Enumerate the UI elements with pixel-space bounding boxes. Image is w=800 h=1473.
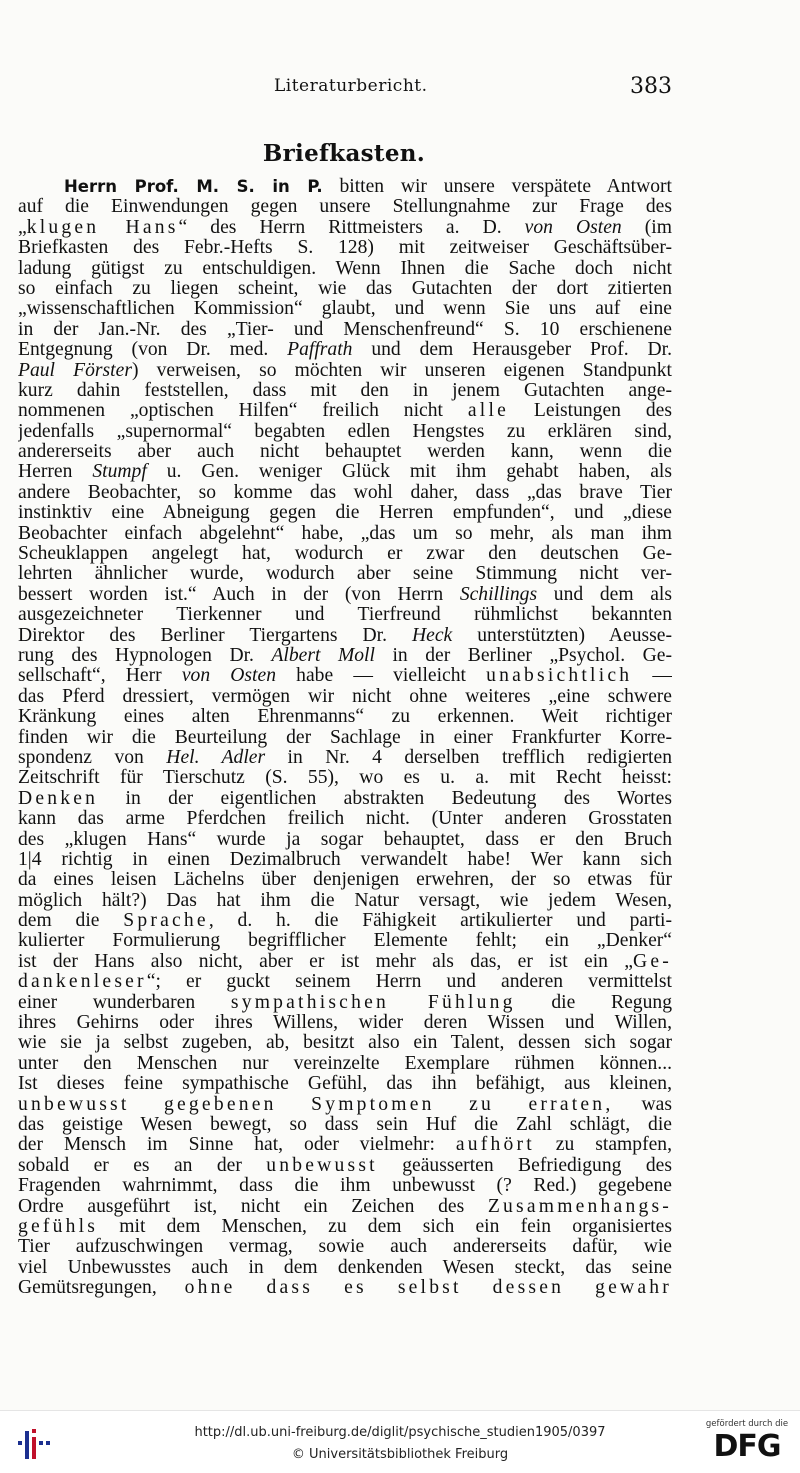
text-line: nommenen „optischen Hilfen“ freilich nicht alle Leistungen des [18, 401, 672, 422]
text-line: sellschaft“, Herr von Osten habe — vielleicht unabsichtlich — [18, 666, 672, 687]
text-line: bessert worden ist.“ Auch in der (von Herrn Schillings und dem als [18, 584, 672, 605]
viewer-footer [0, 1410, 800, 1473]
text-line: Fragenden wahrnimmt, dass die ihm unbewusst (? Red.) gegebene [18, 1176, 672, 1197]
page-number: 383 [630, 74, 672, 99]
text-line: unter den Menschen nur vereinzelte Exemplare rühmen können... [18, 1053, 672, 1074]
text-line: rung des Hypnologen Dr. Albert Moll in der Berliner „Psychol. Ge- [18, 645, 672, 666]
text-line: Denken in der eigentlichen abstrakten Bedeutung des Wortes [18, 788, 672, 809]
text-line: andererseits aber auch nicht behauptet werden kann, wenn die [18, 442, 672, 463]
copyright-notice: © Universitätsbibliothek Freiburg [291, 1447, 509, 1462]
text-line: lehrten ähnlicher wurde, wodurch aber seine Stimmung nicht ver- [18, 564, 672, 585]
text-line: auf die Einwendungen gegen unsere Stellungnahme zur Frage des [18, 197, 672, 218]
text-line: Scheuklappen angelegt hat, wodurch er zwar den deutschen Ge- [18, 544, 672, 565]
text-line: das Pferd dressiert, vermögen wir nicht ohne weiteres „eine schwere [18, 686, 672, 707]
dfg-funding-logo[interactable] [704, 1419, 790, 1469]
text-line: dem die Sprache, d. h. die Fähigkeit artikulierter und parti- [18, 911, 672, 932]
text-line: 1|4 richtig in einen Dezimalbruch verwandelt habe! Wer kann sich [18, 849, 672, 870]
text-line: das geistige Wesen bewegt, so dass sein Huf die Zahl schlägt, die [18, 1114, 672, 1135]
dfg-logo-text: DFG [713, 1429, 781, 1464]
text-line: möglich hält?) Das hat ihm die Natur versagt, wie jedem Wesen, [18, 890, 672, 911]
text-line: gefühls mit dem Menschen, zu dem sich ein fein organisiertes [18, 1216, 672, 1237]
text-line: Direktor des Berliner Tiergartens Dr. Heck unterstützten) Aeusse- [18, 625, 672, 646]
text-line: ist der Hans also nicht, aber er ist mehr als das, er ist ein „Ge- [18, 951, 672, 972]
text-line: instinktiv eine Abneigung gegen die Herren empfunden“, und „diese [18, 503, 672, 524]
text-line: wie sie ja selbst zugeben, ab, besitzt also ein Talent, dessen sich sogar [18, 1033, 672, 1054]
text-line: Entgegnung (von Dr. med. Paffrath und dem Herausgeber Prof. Dr. [18, 340, 672, 361]
text-line: Paul Förster) verweisen, so möchten wir unseren eigenen Standpunkt [18, 360, 672, 381]
text-line: da eines leisen Lächelns über denjenigen erwehren, der so etwas für [18, 870, 672, 891]
text-line: Ist dieses feine sympathische Gefühl, das ihn befähigt, aus kleinen, [18, 1074, 672, 1095]
text-line: Kränkung eines alten Ehrenmanns“ zu erkennen. Weit richtiger [18, 707, 672, 728]
text-line: ausgezeichneter Tierkenner und Tierfreund rühmlichst bekannten [18, 605, 672, 626]
text-line: des „klugen Hans“ wurde ja sogar behauptet, dass er den Bruch [18, 829, 672, 850]
text-line: „klugen Hans“ des Herrn Rittmeisters a. D. von Osten (im [18, 217, 672, 238]
text-line: einer wunderbaren sympathischen Fühlung die Regung [18, 992, 672, 1013]
permalink-url[interactable]: http://dl.ub.uni-freiburg.de/diglit/psychische_studien1905/0397 [194, 1425, 606, 1440]
text-line: Zeitschrift für Tierschutz (S. 55), wo es u. a. mit Recht heisst: [18, 768, 672, 789]
text-line: spondenz von Hel. Adler in Nr. 4 derselben trefflich redigierten [18, 747, 672, 768]
text-line: Herrn Prof. M. S. in P. bitten wir unsere verspätete Antwort [64, 177, 672, 197]
text-line: kurz dahin feststellen, dass mit den in jenem Gutachten ange- [18, 380, 672, 401]
text-line: dankenleser“; er guckt seinem Herrn und anderen vermittelst [18, 972, 672, 993]
addressee: Herrn Prof. M. S. in P. [64, 177, 323, 196]
section-title: Briefkasten. [262, 140, 426, 167]
text-line: so einfach zu liegen scheint, wie das Gutachten der dort zitierten [18, 278, 672, 299]
text-line: Tier aufzuschwingen vermag, sowie auch andererseits dafür, wie [18, 1237, 672, 1258]
text-line: viel Unbewusstes auch in dem denkenden Wesen steckt, das seine [18, 1257, 672, 1278]
text-line: andere Beobachter, so komme das wohl daher, dass „das brave Tier [18, 482, 672, 503]
text-line: Herren Stumpf u. Gen. weniger Glück mit ihm gehabt haben, als [18, 462, 672, 483]
running-title: Literaturbericht. [274, 76, 428, 96]
text-line: in der Jan.-Nr. des „Tier- und Menschenfreund“ S. 10 erschienene [18, 319, 672, 340]
text-line: finden wir die Beurteilung der Sachlage in einer Frankfurter Korre- [18, 727, 672, 748]
text-line: „wissenschaftlichen Kommission“ glaubt, und wenn Sie uns auf eine [18, 299, 672, 320]
text-line: Beobachter einfach abgelehnt“ habe, „das um so mehr, als man ihm [18, 523, 672, 544]
text-line: ladung gütigst zu entschuldigen. Wenn Ihnen die Sache doch nicht [18, 258, 672, 279]
running-head [16, 76, 672, 106]
funding-caption: gefördert durch die [705, 1419, 789, 1429]
text-line: ihres Gehirns oder ihres Willens, wider deren Wissen und Willen, [18, 1013, 672, 1034]
letter-body [18, 177, 672, 1298]
text-line: Ordre ausgeführt ist, nicht ein Zeichen des Zusammenhangs- [18, 1196, 672, 1217]
text-line: kulierter Formulierung begrifflicher Elemente fehlt; ein „Denker“ [18, 931, 672, 952]
text-line: sobald er es an der unbewusst geäusserten Befriedigung des [18, 1155, 672, 1176]
text-line: Briefkasten des Febr.-Hefts S. 128) mit zeitweiser Geschäftsüber- [18, 238, 672, 259]
text-line: der Mensch im Sinne hat, oder vielmehr: aufhört zu stampfen, [18, 1135, 672, 1156]
text-line: kann das arme Pferdchen freilich nicht. (Unter anderen Grosstaten [18, 809, 672, 830]
text-line: jedenfalls „supernormal“ begabten edlen Hengstes zu erklären sind, [18, 421, 672, 442]
text-line: Gemütsregungen, ohne dass es selbst dessen gewahr [18, 1278, 672, 1299]
text-line: unbewusst gegebenen Symptomen zu erraten, was [18, 1094, 672, 1115]
